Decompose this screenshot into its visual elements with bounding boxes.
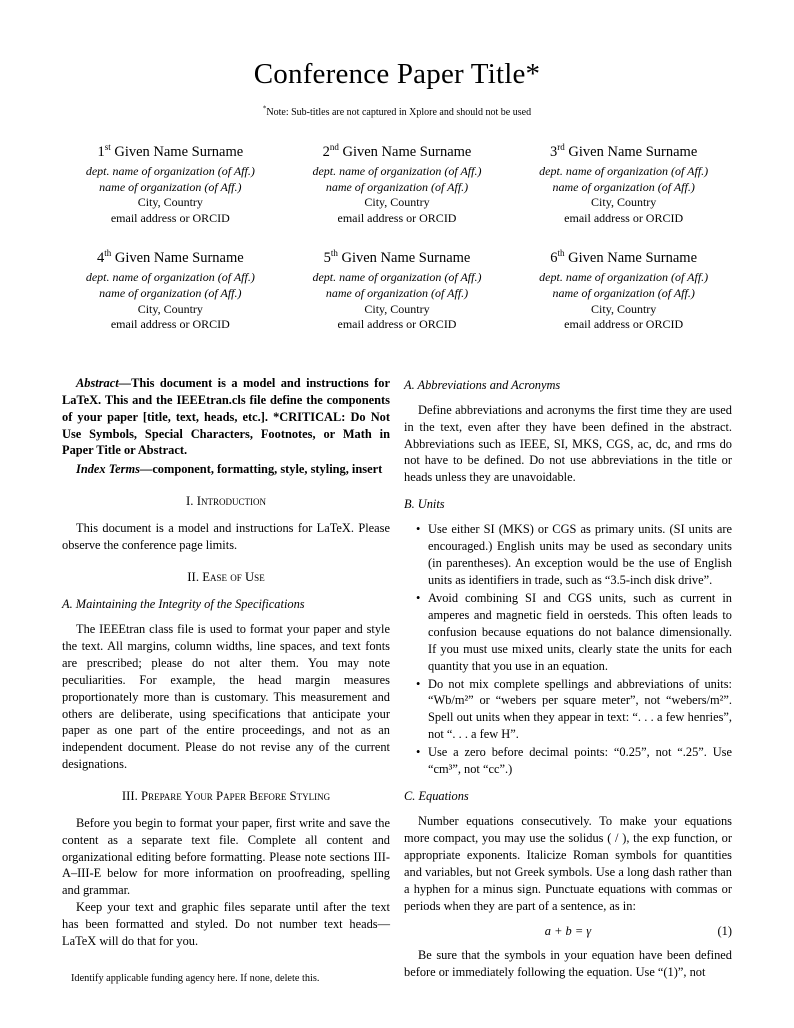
equation: a + b = γ (544, 924, 592, 939)
author-block-4 (62, 250, 279, 332)
units-list-item: • Do not mix complete spellings and abbreviations of units: “Wb/m²” or “webers per square meter”, not “webers/m²”. Spell out units when they appear in text: “. . . a few henries”, not “. . . a few H”. (428, 676, 732, 744)
abbreviations-paragraph: Define abbreviations and acronyms the first time they are used in the text, even after they have been defined in the abstract. Abbreviations such as IEEE, SI, MKS, CGS, ac, dc, and rms do not have to be defined. Do not use abbreviations in the title or heads unless they are unavoidable. (404, 402, 732, 485)
section-heading-ease-of-use: II. Ease of Use (187, 569, 265, 584)
units-list (404, 521, 732, 778)
author-org: name of organization (of Aff.) (552, 179, 695, 194)
author-org: name of organization (of Aff.) (552, 285, 695, 300)
author-city: City, Country (364, 195, 430, 210)
units-list-item: • Avoid combining SI and CGS units, such as current in amperes and magnetic field in oersteds. This often leads to confusion because equations do not balance dimensionally. If you must use mixed units, clearly state the units for each quantity that you use in an equation. (428, 590, 732, 675)
prepare-paragraph-2: Keep your text and graphic files separate until after the text has been formatted and styled. Do not number text heads—LaTeX will do that for you. (62, 900, 390, 949)
units-list-item: • Use either SI (MKS) or CGS as primary units. (SI units are encouraged.) English units may be used as secondary units (in parentheses). An exception would be the use of English units as identifiers in trade, such as “3.5-inch disk drive”. (428, 521, 732, 589)
author-dept: dept. name of organization (of Aff.) (539, 270, 709, 285)
author-city: City, Country (364, 301, 430, 316)
author-email: email address or ORCID (337, 317, 457, 332)
author-dept: dept. name of organization (of Aff.) (85, 270, 255, 285)
prepare-paragraph-1: Before you begin to format your paper, first write and save the content as a separate text file. Complete all content and organizational editing before formatting. Please note sections III-A–III-E below for more information on proofreading, spelling and grammar. (62, 815, 390, 898)
author-city: City, Country (137, 301, 203, 316)
equations-paragraph-2: Be sure that the symbols in your equation have been defined before or immediately following the equation. Use “(1)”, not (404, 948, 732, 980)
section-heading-prepare: III. Prepare Your Paper Before Styling (121, 789, 331, 804)
author-name: 3rd Given Name Surname (550, 142, 698, 160)
equations-paragraph-1: Number equations consecutively. To make your equations more compact, you may use the solidus ( / ), the exp function, or appropriate exponents. Italicize Roman symbols for quantities and variables, but not Greek symbols. Use a long dash rather than a hyphen for a minus sign. Punctuate equations with commas or periods when they are part of a sentence, as in: (404, 813, 732, 913)
equation-block (404, 923, 732, 940)
section-heading-introduction: I. Introduction (186, 494, 266, 509)
abstract-paragraph (62, 375, 390, 460)
title-note (62, 104, 732, 118)
author-email: email address or ORCID (110, 317, 230, 332)
index-terms-paragraph (62, 461, 390, 478)
author-dept: dept. name of organization (of Aff.) (85, 164, 255, 178)
authors-block (62, 144, 732, 333)
author-name: 1st Given Name Surname (97, 142, 244, 160)
subsection-heading-units: B. Units (404, 497, 445, 512)
author-block-5 (289, 250, 506, 332)
author-email: email address or ORCID (337, 210, 457, 225)
subsection-heading-equations: C. Equations (404, 789, 469, 804)
title-note-text: Note: Sub-titles are not captured in Xplore and should not be used (266, 107, 532, 118)
author-city: City, Country (591, 195, 657, 210)
left-column (62, 375, 390, 986)
author-org: name of organization (of Aff.) (325, 179, 469, 194)
body-columns (62, 375, 732, 986)
author-org: name of organization (of Aff.) (99, 179, 242, 194)
introduction-paragraph: This document is a model and instructions for LaTeX. Please observe the conference page limits. (62, 520, 390, 552)
units-list-item: • Use a zero before decimal points: “0.25”, not “.25”. Use “cm³”, not “cc”.) (428, 744, 732, 778)
index-terms-text: component, formatting, style, styling, insert (152, 462, 383, 477)
title-note-marker: * (262, 104, 267, 113)
author-name: 5th Given Name Surname (323, 248, 471, 267)
page-title: Conference Paper Title* (253, 58, 541, 90)
funding-footnote: Identify applicable funding agency here. If none, delete this. (71, 973, 320, 985)
author-org: name of organization (of Aff.) (325, 285, 469, 300)
subsection-heading-abbreviations: A. Abbreviations and Acronyms (404, 377, 561, 392)
author-email: email address or ORCID (564, 210, 684, 225)
author-name: 4th Given Name Surname (96, 248, 244, 267)
abstract-label: Abstract— (76, 375, 132, 390)
author-block-3 (515, 144, 732, 226)
author-dept: dept. name of organization (of Aff.) (539, 164, 709, 178)
equation-number: (1) (717, 924, 732, 939)
author-city: City, Country (137, 195, 203, 210)
author-name: 2nd Given Name Surname (322, 142, 472, 160)
right-column (404, 375, 732, 986)
author-email: email address or ORCID (564, 317, 684, 332)
abstract-text: This document is a model and instructions for LaTeX. This and the IEEEtran.cls file define the components of your paper [title, text, heads, etc.]. *CRITICAL: Do Not Use Symbols, Special Characters, Footnotes, or Math in Paper Title or Abstract. (62, 375, 390, 458)
author-dept: dept. name of organization (of Aff.) (312, 164, 482, 178)
index-terms-label: Index Terms— (76, 462, 153, 477)
author-name: 6th Given Name Surname (550, 248, 698, 267)
subsection-heading-integrity: A. Maintaining the Integrity of the Specifications (62, 597, 305, 612)
integrity-paragraph: The IEEEtran class file is used to format your paper and style the text. All margins, column widths, line spaces, and text fonts are prescribed; please do not alter them. You may note peculiarities. For example, the head margin measures proportionately more than is customary. This measurement and others are deliberate, using specifications that anticipate your paper as one part of the entire proceedings, and not as an independent document. Please do not revise any of the current designations. (62, 621, 390, 772)
author-email: email address or ORCID (110, 210, 230, 225)
author-block-6 (515, 250, 732, 332)
author-dept: dept. name of organization (of Aff.) (312, 270, 482, 285)
author-city: City, Country (591, 301, 657, 316)
author-block-1 (62, 144, 279, 226)
author-org: name of organization (of Aff.) (99, 285, 242, 300)
author-block-2 (289, 144, 506, 226)
